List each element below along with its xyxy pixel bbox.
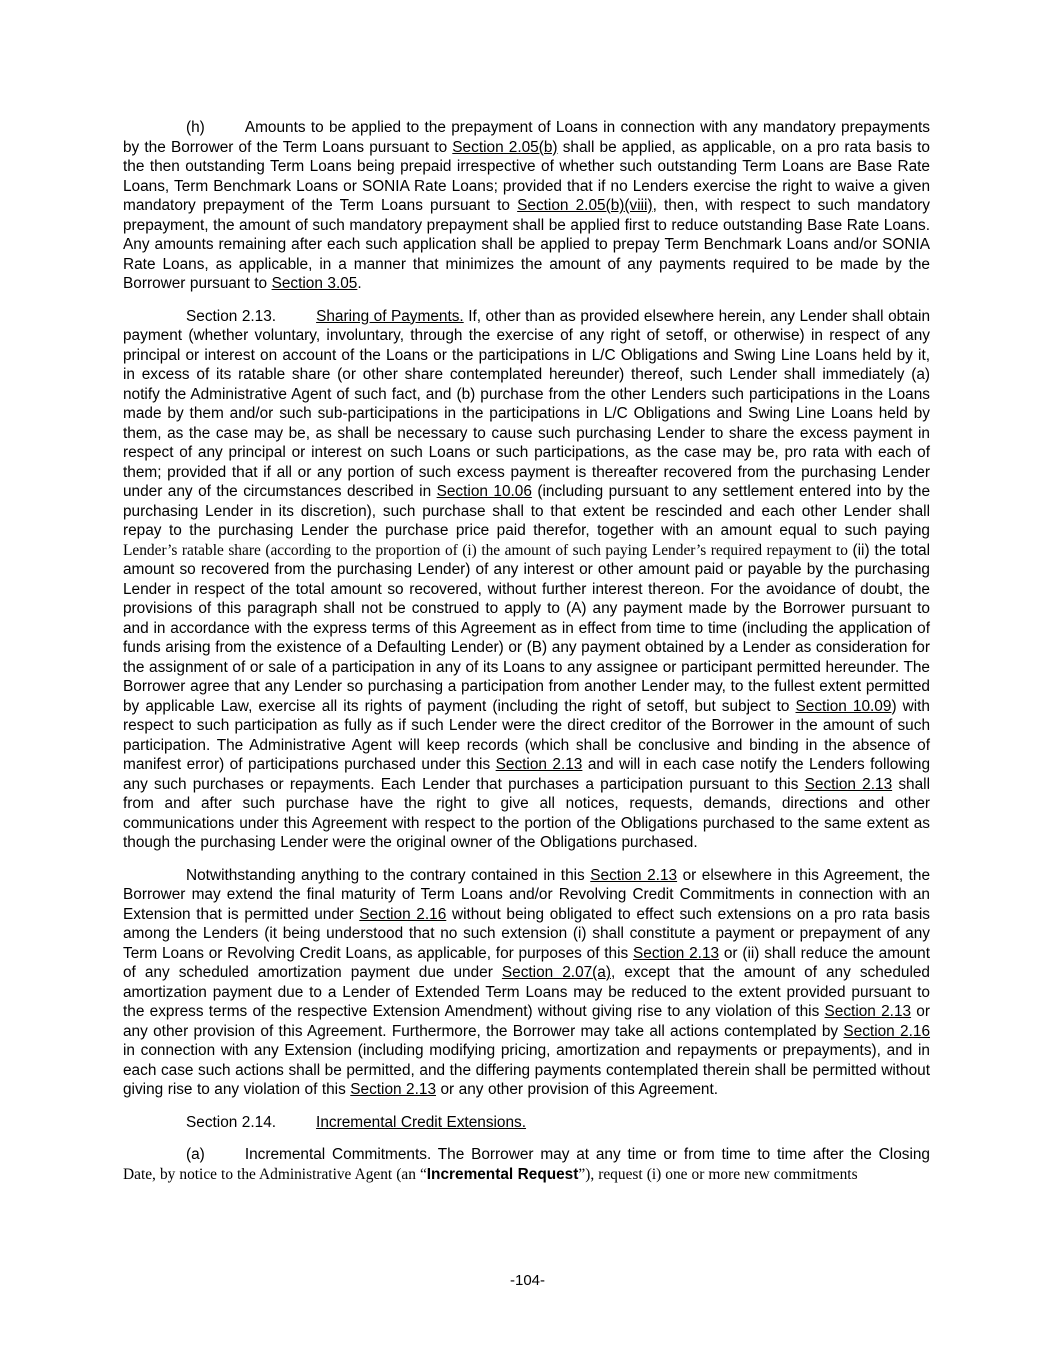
section-reference: Section 10.06 (436, 483, 532, 500)
text-run: (h) (186, 119, 205, 136)
section-reference: Section 2.13 (824, 1003, 912, 1020)
section-reference: Section 2.13 (495, 756, 583, 773)
text-run: Amounts to be applied to the prepayment of Loans in connection with any mandatory prepayments by the Borrower of the Term Loans pursuant to (123, 119, 930, 156)
paragraph-section-2-13-sharing-of-payments (123, 307, 930, 853)
text-run: or any other provision of this Agreement. (436, 1081, 719, 1098)
section-heading: Sharing of Payments. (316, 307, 464, 325)
text-run: (ii) the total amount so recovered from the purchasing Lender) of any interest or other amount paid or payable by the purchasing Lender in respect of the total amount so recovered, without further interest thereon. For the avoidance of doubt, the provisions of this paragraph shall not be construed to apply to (A) any payment made by the Borrower pursuant to and in accordance with the express terms of this Agreement as in effect from time to time (including the application of funds arising from the existence of a Defaulting Lender) or (B) any payment obtained by a Lender as consideration for the assignment of or sale of a participation in any of its Loans to any assignee or participant permitted hereunder. The Borrower agree that any Lender so purchasing a participation from another Lender may, to the fullest extent permitted by applicable Law, exercise all its rights of payment (including the right of setoff, but subject to (123, 541, 930, 715)
section-reference: Section 2.05(b)(viii) (517, 197, 653, 214)
text-run: and will in each case notify the Lenders following any such purchases or repayments. Each Lender that purchases a participation pursuant to this (123, 756, 931, 793)
paragraph-notwithstanding-extensions (123, 866, 930, 1100)
section-heading: Incremental Credit Extensions. (316, 1113, 527, 1131)
section-reference: Section 2.05(b) (452, 138, 558, 156)
text-run: (including pursuant to any settlement entered into by the purchasing Lender in its discretion), such purchase shall to that extent be rescinded and each other Lender shall repay to the purchasing Lender the purchase price paid therefor, together with an amount equal to such paying (123, 483, 931, 539)
text-run: ”), request (i) one or more new commitments (578, 1165, 858, 1183)
section-reference: Section 2.13 (633, 944, 720, 962)
text-run: or (ii) shall reduce the amount of any scheduled amortization payment due under (123, 944, 931, 981)
section-reference: Section 3.05 (271, 275, 358, 292)
paragraph-section-2-14-heading (123, 1113, 930, 1133)
text-run: Lender’s ratable share (according to the proportion of (i) the amount of such paying Lender’s required repayment to (123, 541, 853, 559)
text-run: shall be applied, as applicable, on a pro rata basis to the then outstanding Term Loans being prepaid irrespective of whether such outstanding Term Loans are Base Rate Loans, Term Benchmark Loans or SONIA Rate Loans; provided that if no Lenders exercise the right to waive a given mandatory prepayment of the Term Loans pursuant to (123, 138, 930, 214)
text-run: (a) (186, 1146, 205, 1163)
section-reference: Section 2.13 (350, 1081, 437, 1098)
text-run: Section 2.13. (186, 307, 277, 325)
section-reference: Section 2.13 (590, 866, 678, 884)
page-number: -104- (509, 1272, 546, 1289)
section-reference: Section 2.07(a) (501, 964, 611, 981)
section-reference: Section 2.16 (843, 1022, 931, 1040)
text-run: in connection with any Extension (including modifying pricing, amortization and repayments or prepayments), and in each case such actions shall be permitted, and the differing payments contemplated therein shall be permitted without giving rise to any violation of this (123, 1042, 930, 1098)
text-run: Date, by notice to the Administrative Agent (an “ (123, 1165, 427, 1183)
text-run: , then, with respect to such mandatory prepayment, the amount of such mandatory prepayment shall be applied first to reduce outstanding Base Rate Loans. Any amounts remaining after each such application shall be applied to prepay Term Benchmark Loans and/or SONIA Rate Loans, as applicable, in a manner that minimizes the amount of any payments required to be made by the Borrower pursuant to (123, 197, 930, 292)
text-run: or any other provision of this Agreement. Furthermore, the Borrower may take all actions contemplated by (123, 1003, 930, 1040)
text-run: , except that the amount of any scheduled amortization payment due to a Lender of Extended Term Loans may be reduced to the extent provided pursuant to the express terms of the respective Extension Amendment) without giving rise to any violation of this (123, 964, 930, 1020)
defined-term: Incremental Request (426, 1165, 579, 1183)
section-reference: Section 2.13 (804, 775, 893, 793)
paragraph-a-incremental-commitments (123, 1145, 930, 1184)
text-run: . (357, 275, 362, 292)
text-run: shall from and after such purchase have the right to give all notices, requests, demands, directions and other communications under this Agreement with respect to the portion of the Obligations purchased to the same extent as though the purchasing Lender were the original owner of the Obligations purchased. (123, 775, 931, 851)
document-body (123, 118, 930, 1197)
text-run: or elsewhere in this Agreement, the Borrower may extend the final maturity of Term Loans and/or Revolving Credit Commitments in connection with an Extension that is permitted under (123, 866, 931, 923)
text-run: Notwithstanding anything to the contrary contained in this (186, 866, 591, 884)
paragraph-h-prepayment-application (123, 118, 930, 294)
text-run: If, other than as provided elsewhere herein, any Lender shall obtain payment (whether voluntary, involuntary, through the exercise of any right of setoff, or otherwise) in respect of any principal or interest on account of the Loans or the participations in L/C Obligations and Swing Line Loans held by it, in excess of its ratable share (or other share contemplated hereunder) thereof, such Lender shall immediately (a) notify the Administrative Agent of such fact, and (b) purchase from the other Lenders such participations in the Loans made by them and/or such sub-participations in the participations in L/C Obligations and Swing Line Loans held by them, as the case may be, as shall be necessary to cause such purchasing Lender to share the excess payment in respect of any principal or interest on such Loans or such participations, as the case may be, pro rata with each of them; provided that if all or any portion of such excess payment is thereafter recovered from the purchasing Lender under any of the circumstances described in (123, 307, 930, 500)
section-reference: Section 2.16 (359, 905, 447, 923)
text-run: without being obligated to effect such extensions on a pro rata basis among the Lenders (it being understood that no such extension (i) shall constitute a payment or prepayment of any Term Loans or Revolving Credit Loans, as applicable, for purposes of this (123, 905, 930, 962)
text-run: ) with respect to such participation as fully as if such Lender were the direct creditor of the Borrower in the amount of such participation. The Administrative Agent will keep records (which shall be conclusive and binding in the absence of manifest error) of participations purchased under this (123, 697, 930, 773)
text-run: Section 2.14. (186, 1113, 277, 1131)
text-run: Incremental Commitments. The Borrower may at any time or from time to time after the Closing (244, 1146, 930, 1163)
section-reference: Section 10.09 (795, 697, 892, 715)
